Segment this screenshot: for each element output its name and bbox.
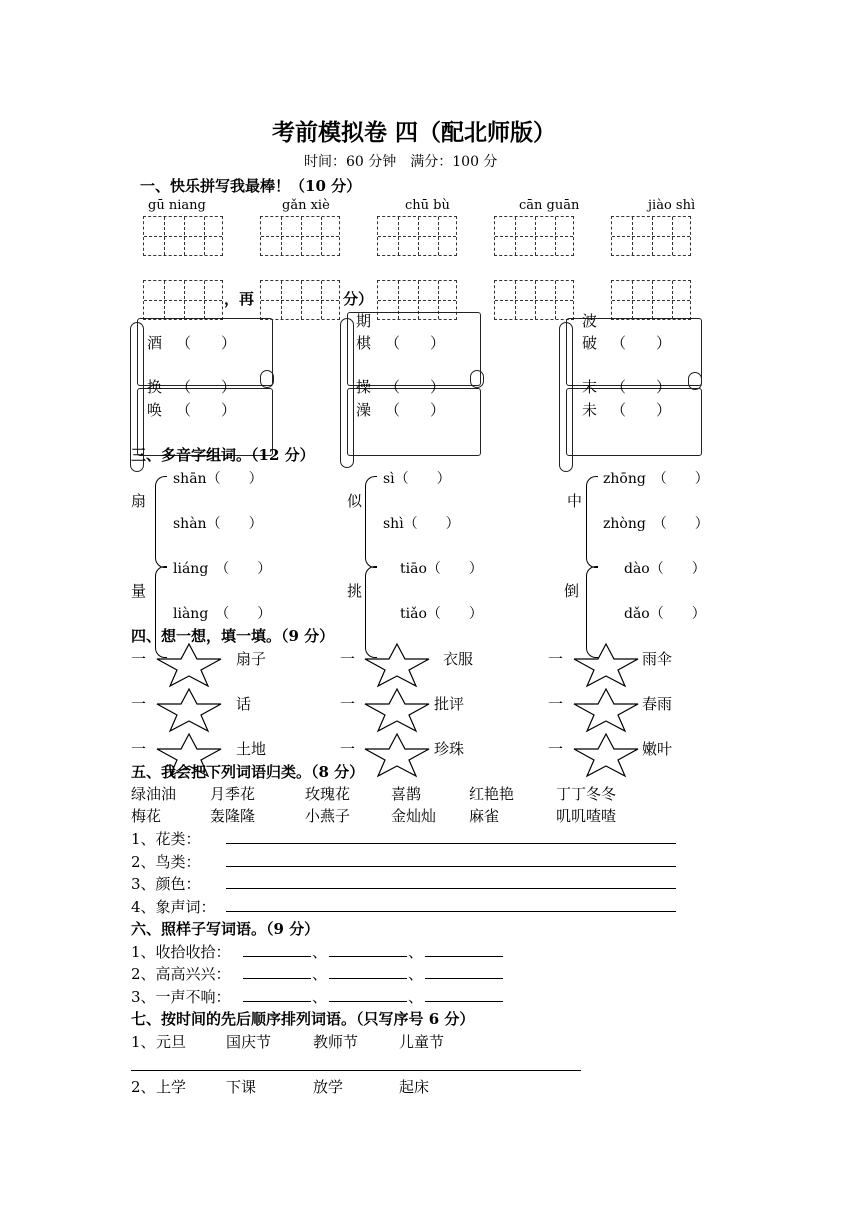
- char-item: 酒: [147, 334, 163, 352]
- answer-paren[interactable]: （ ）: [385, 378, 446, 396]
- measure-prefix: 一: [548, 740, 564, 758]
- scroll-curl: [470, 370, 484, 388]
- polyphone-char: 似: [347, 492, 363, 510]
- pattern-label: 1、收拾收拾：: [131, 943, 231, 961]
- measure-word: 批评: [434, 695, 465, 713]
- measure-prefix: 一: [340, 650, 356, 668]
- word-item: 绿油油: [131, 785, 177, 803]
- category-label: 1、花类：: [131, 830, 201, 848]
- pattern-label: 2、高高兴兴：: [131, 965, 231, 983]
- polyphone-reading[interactable]: tiǎo（ ）: [400, 606, 483, 622]
- question-number: 2、: [131, 1078, 156, 1096]
- answer-line[interactable]: [226, 911, 676, 912]
- measure-prefix: 一: [131, 695, 147, 713]
- exam-meta: 时间：60 分钟 满分：100 分: [304, 154, 498, 170]
- answer-paren[interactable]: （ ）: [176, 401, 237, 419]
- star-icon[interactable]: [572, 732, 640, 778]
- measure-prefix: 一: [548, 650, 564, 668]
- polyphone-reading[interactable]: dào（ ）: [624, 561, 706, 577]
- answer-line[interactable]: [226, 888, 676, 889]
- answer-line[interactable]: [425, 956, 503, 957]
- writing-box[interactable]: [143, 216, 223, 256]
- order-item: 起床: [399, 1078, 430, 1096]
- section2-heading-fragment-1: ，再: [224, 290, 255, 308]
- char-peek: 波: [582, 312, 598, 330]
- page-title: 考前模拟卷 四（配北师版）: [272, 119, 557, 146]
- pinyin-1: gū niang: [148, 198, 206, 213]
- star-icon[interactable]: [155, 687, 223, 733]
- category-label: 3、颜色：: [131, 875, 201, 893]
- word-item: 喜鹊: [391, 785, 422, 803]
- char-item: 澡: [356, 401, 372, 419]
- word-item: 梅花: [131, 807, 162, 825]
- writing-box[interactable]: [494, 216, 574, 256]
- polyphone-char: 量: [131, 582, 147, 600]
- pinyin-3: chū bù: [405, 198, 450, 213]
- order-item: 放学: [313, 1078, 344, 1096]
- answer-line[interactable]: [329, 956, 407, 957]
- pinyin-4: cān guān: [519, 198, 580, 213]
- category-label: 2、鸟类：: [131, 853, 201, 871]
- answer-line[interactable]: [329, 1001, 407, 1002]
- answer-line[interactable]: [329, 978, 407, 979]
- separator: 、: [408, 988, 424, 1006]
- word-item: 轰隆隆: [210, 807, 256, 825]
- word-item: 麻雀: [469, 807, 500, 825]
- separator: 、: [408, 943, 424, 961]
- order-item: 上学: [156, 1078, 187, 1096]
- answer-paren[interactable]: （ ）: [611, 378, 672, 396]
- star-icon[interactable]: [155, 642, 223, 688]
- char-item: 换: [147, 378, 163, 396]
- writing-box[interactable]: [611, 280, 691, 320]
- scroll-curl: [688, 372, 702, 390]
- measure-word: 扇子: [236, 650, 267, 668]
- measure-word: 春雨: [642, 695, 673, 713]
- answer-line[interactable]: [243, 1001, 311, 1002]
- star-icon[interactable]: [572, 687, 640, 733]
- star-icon[interactable]: [363, 732, 431, 778]
- answer-paren[interactable]: （ ）: [611, 334, 672, 352]
- brace: [365, 476, 377, 568]
- writing-box[interactable]: [260, 280, 340, 320]
- writing-box[interactable]: [494, 280, 574, 320]
- pinyin-5: jiào shì: [648, 198, 696, 213]
- section1-heading: 一、快乐拼写我最棒！（10 分）: [140, 177, 362, 195]
- pattern-label: 3、一声不响：: [131, 988, 231, 1006]
- word-item: 玫瑰花: [305, 785, 351, 803]
- section4-heading: 四、想一想，填一填。（9 分）: [131, 627, 335, 645]
- measure-word: 雨伞: [642, 650, 673, 668]
- char-peek: 期: [356, 312, 372, 330]
- section7-heading: 七、按时间的先后顺序排列词语。（只写序号 6 分）: [131, 1010, 475, 1028]
- answer-paren[interactable]: （ ）: [611, 401, 672, 419]
- separator: 、: [408, 965, 424, 983]
- measure-prefix: 一: [340, 695, 356, 713]
- char-item: 唤: [147, 401, 163, 419]
- section2-heading-fragment-2: 分）: [343, 290, 374, 308]
- polyphone-reading[interactable]: liáng （ ）: [173, 561, 272, 577]
- writing-box[interactable]: [377, 216, 457, 256]
- order-item: 教师节: [313, 1033, 359, 1051]
- polyphone-reading[interactable]: zhōng （ ）: [603, 471, 709, 487]
- word-item: 叽叽喳喳: [556, 807, 617, 825]
- answer-paren[interactable]: （ ）: [176, 378, 237, 396]
- polyphone-char: 倒: [564, 582, 580, 600]
- star-icon[interactable]: [363, 642, 431, 688]
- polyphone-reading[interactable]: shàn（ ）: [173, 516, 263, 532]
- section6-heading: 六、照样子写词语。（9 分）: [131, 920, 320, 938]
- char-item: 未: [582, 401, 598, 419]
- word-item: 金灿灿: [391, 807, 437, 825]
- answer-line[interactable]: [425, 1001, 503, 1002]
- answer-line[interactable]: [131, 1070, 581, 1071]
- section5-heading: 五、我会把下列词语归类。（8 分）: [131, 763, 365, 781]
- polyphone-reading[interactable]: shì（ ）: [383, 516, 460, 532]
- answer-paren[interactable]: （ ）: [176, 334, 237, 352]
- order-item: 元旦: [156, 1033, 187, 1051]
- polyphone-char: 中: [567, 492, 583, 510]
- polyphone-reading[interactable]: liàng （ ）: [173, 606, 272, 622]
- separator: 、: [312, 943, 328, 961]
- answer-line[interactable]: [425, 978, 503, 979]
- writing-box[interactable]: [260, 216, 340, 256]
- polyphone-reading[interactable]: shān（ ）: [173, 471, 263, 487]
- char-item: 操: [356, 378, 372, 396]
- answer-line[interactable]: [243, 978, 311, 979]
- polyphone-reading[interactable]: tiāo（ ）: [400, 561, 483, 577]
- measure-word: 话: [236, 695, 252, 713]
- brace: [155, 476, 167, 568]
- char-item: 破: [582, 334, 598, 352]
- measure-prefix: 一: [340, 740, 356, 758]
- answer-line[interactable]: [226, 866, 676, 867]
- order-item: 国庆节: [226, 1033, 272, 1051]
- polyphone-reading[interactable]: sì（ ）: [383, 471, 451, 487]
- order-item: 下课: [226, 1078, 257, 1096]
- star-icon[interactable]: [572, 642, 640, 688]
- separator: 、: [312, 965, 328, 983]
- polyphone-reading[interactable]: dǎo（ ）: [624, 606, 706, 622]
- measure-prefix: 一: [131, 650, 147, 668]
- question-number: 1、: [131, 1033, 156, 1051]
- polyphone-char: 扇: [131, 492, 147, 510]
- word-item: 红艳艳: [469, 785, 515, 803]
- answer-line[interactable]: [243, 956, 311, 957]
- word-item: 丁丁冬冬: [556, 785, 617, 803]
- measure-word: 衣服: [443, 650, 474, 668]
- word-item: 月季花: [210, 785, 256, 803]
- measure-word: 珍珠: [434, 740, 465, 758]
- category-label: 4、象声词：: [131, 898, 216, 916]
- star-icon[interactable]: [363, 687, 431, 733]
- order-item: 儿童节: [399, 1033, 445, 1051]
- measure-word: 土地: [236, 740, 267, 758]
- measure-word: 嫩叶: [642, 740, 673, 758]
- char-item: 棋: [356, 334, 372, 352]
- pinyin-2: gǎn xiè: [282, 198, 330, 213]
- scroll-curl: [260, 370, 274, 388]
- section3-heading: 三、多音字组词。（12 分）: [131, 446, 315, 464]
- writing-box[interactable]: [143, 280, 223, 320]
- answer-paren[interactable]: （ ）: [385, 334, 446, 352]
- char-item: 末: [582, 378, 598, 396]
- separator: 、: [312, 988, 328, 1006]
- brace: [586, 476, 598, 568]
- measure-prefix: 一: [548, 695, 564, 713]
- writing-box[interactable]: [611, 216, 691, 256]
- polyphone-reading[interactable]: zhòng （ ）: [603, 516, 709, 532]
- answer-line[interactable]: [226, 843, 676, 844]
- measure-prefix: 一: [131, 740, 147, 758]
- word-item: 小燕子: [305, 807, 351, 825]
- answer-paren[interactable]: （ ）: [385, 401, 446, 419]
- polyphone-char: 挑: [347, 582, 363, 600]
